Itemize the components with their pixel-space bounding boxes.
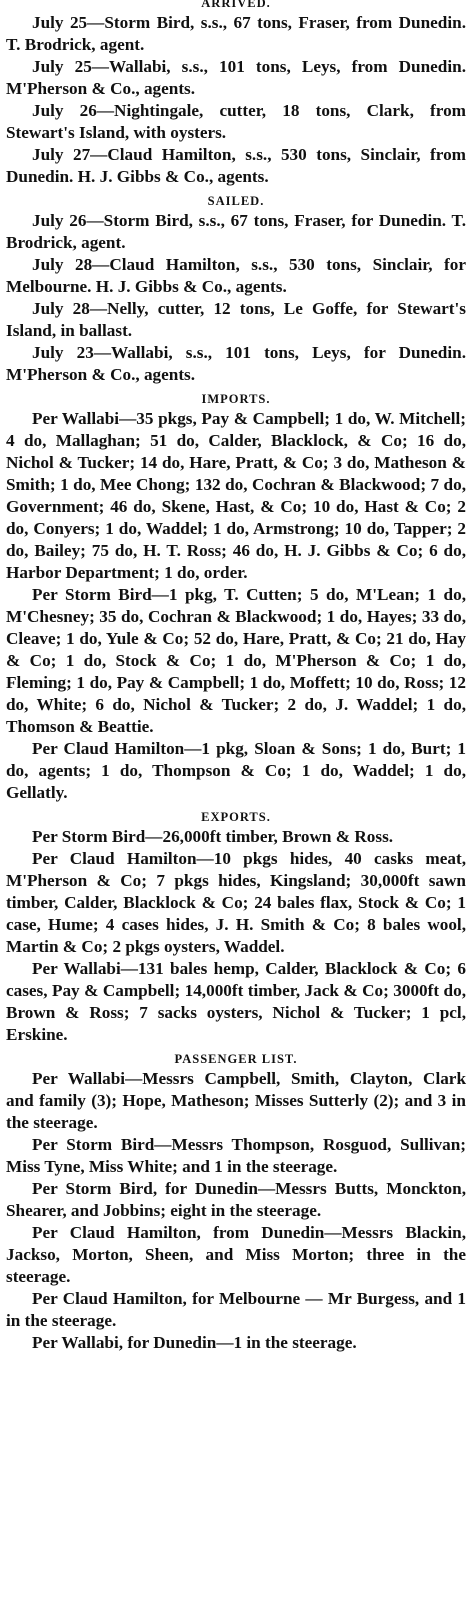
entry: Per Storm Bird—1 pkg, T. Cutten; 5 do, M'Lean; 1 do, M'Chesney; 35 do, Cochran & Blackwood; 1 do, Hayes; 33 do, Cleave; 1 do, Yule & Co; 52 do, Hare, Pratt, & Co; 21 do, Hay & Co; 1 do, Stock & Co; 1 do, M'Pherson & Co; 1 do, Fleming; 1 do, Pay & Campbell; 1 do, Moffett; 10 do, Ross; 12 do, White; 6 do, Nichol & Tucker; 2 do, J. Waddel; 1 do, Thomson & Beattie.: [6, 585, 466, 736]
section-heading: EXPORTS.: [201, 810, 271, 824]
entry: Per Claud Hamilton, from Dunedin—Messrs Blackin, Jackso, Morton, Sheen, and Miss Morton; three in the steerage.: [6, 1223, 466, 1286]
entry: July 28—Nelly, cutter, 12 tons, Le Goffe, for Stewart's Island, in ballast.: [6, 299, 466, 340]
entry: Per Claud Hamilton—10 pkgs hides, 40 casks meat, M'Pherson & Co; 7 pkgs hides, Kingsland; 30,000ft sawn timber, Calder, Blacklock & Co; 24 bales flax, Stock & Co; 1 case, Hume; 4 cases hides, J. H. Smith & Co; 8 bales wool, Martin & Co; 2 pkgs oysters, Waddel.: [6, 849, 466, 956]
entry: July 25—Wallabi, s.s., 101 tons, Leys, from Dunedin. M'Pherson & Co., agents.: [6, 57, 466, 98]
entry: July 27—Claud Hamilton, s.s., 530 tons, Sinclair, from Dunedin. H. J. Gibbs & Co., agents.: [6, 145, 466, 186]
entry: Per Wallabi—131 bales hemp, Calder, Blacklock & Co; 6 cases, Pay & Campbell; 14,000ft timber, Jack & Co; 3000ft do, Brown & Ross; 7 sacks oysters, Nichol & Tucker; 1 pcl, Erskine.: [6, 959, 466, 1044]
section-arrived: [6, 0, 466, 188]
entry: Per Claud Hamilton, for Melbourne — Mr Burgess, and 1 in the steerage.: [6, 1289, 466, 1330]
entry: Per Wallabi—35 pkgs, Pay & Campbell; 1 do, W. Mitchell; 4 do, Mallaghan; 51 do, Calder, Blacklock, & Co; 16 do, Nichol & Tucker; 14 do, Hare, Pratt, & Co; 3 do, Matheson & Smith; 1 do, Mee Chong; 132 do, Cochran & Blackwood; 7 do, Government; 46 do, Skene, Hast, & Co; 10 do, Hast & Co; 2 do, Conyers; 1 do, Waddel; 1 do, Armstrong; 10 do, Tapper; 2 do, Bailey; 75 do, H. T. Ross; 46 do, H. J. Gibbs & Co; 6 do, Harbor Department; 1 do, order.: [6, 409, 466, 582]
section-heading: PASSENGER LIST.: [174, 1052, 298, 1066]
entry: July 26—Storm Bird, s.s., 67 tons, Fraser, for Dunedin. T. Brodrick, agent.: [6, 211, 466, 252]
section-imports: [6, 390, 466, 804]
section-exports: [6, 808, 466, 1046]
section-sailed: [6, 192, 466, 386]
section-heading: ARRIVED.: [201, 0, 271, 10]
entry: Per Wallabi—Messrs Campbell, Smith, Clayton, Clark and family (3); Hope, Matheson; Misses Sutterly (2); and 3 in the steerage.: [6, 1069, 466, 1132]
entry: July 25—Storm Bird, s.s., 67 tons, Fraser, from Dunedin. T. Brodrick, agent.: [6, 13, 466, 54]
entry: Per Claud Hamilton—1 pkg, Sloan & Sons; 1 do, Burt; 1 do, agents; 1 do, Thompson & Co; 1 do, Waddel; 1 do, Gellatly.: [6, 739, 466, 802]
entry: July 26—Nightingale, cutter, 18 tons, Clark, from Stewart's Island, with oysters.: [6, 101, 466, 142]
entry: Per Storm Bird—Messrs Thompson, Rosguod, Sullivan; Miss Tyne, Miss White; and 1 in the steerage.: [6, 1135, 466, 1176]
entry: July 23—Wallabi, s.s., 101 tons, Leys, for Dunedin. M'Pherson & Co., agents.: [6, 343, 466, 384]
section-heading: SAILED.: [207, 194, 265, 208]
entry: July 28—Claud Hamilton, s.s., 530 tons, Sinclair, for Melbourne. H. J. Gibbs & Co., agents.: [6, 255, 466, 296]
section-passenger-list: [6, 1050, 466, 1354]
entry: Per Storm Bird—26,000ft timber, Brown & Ross.: [32, 827, 394, 846]
entry: Per Storm Bird, for Dunedin—Messrs Butts, Monckton, Shearer, and Jobbins; eight in the steerage.: [6, 1179, 466, 1220]
entry: Per Wallabi, for Dunedin—1 in the steerage.: [32, 1333, 357, 1352]
section-heading: IMPORTS.: [201, 392, 271, 406]
